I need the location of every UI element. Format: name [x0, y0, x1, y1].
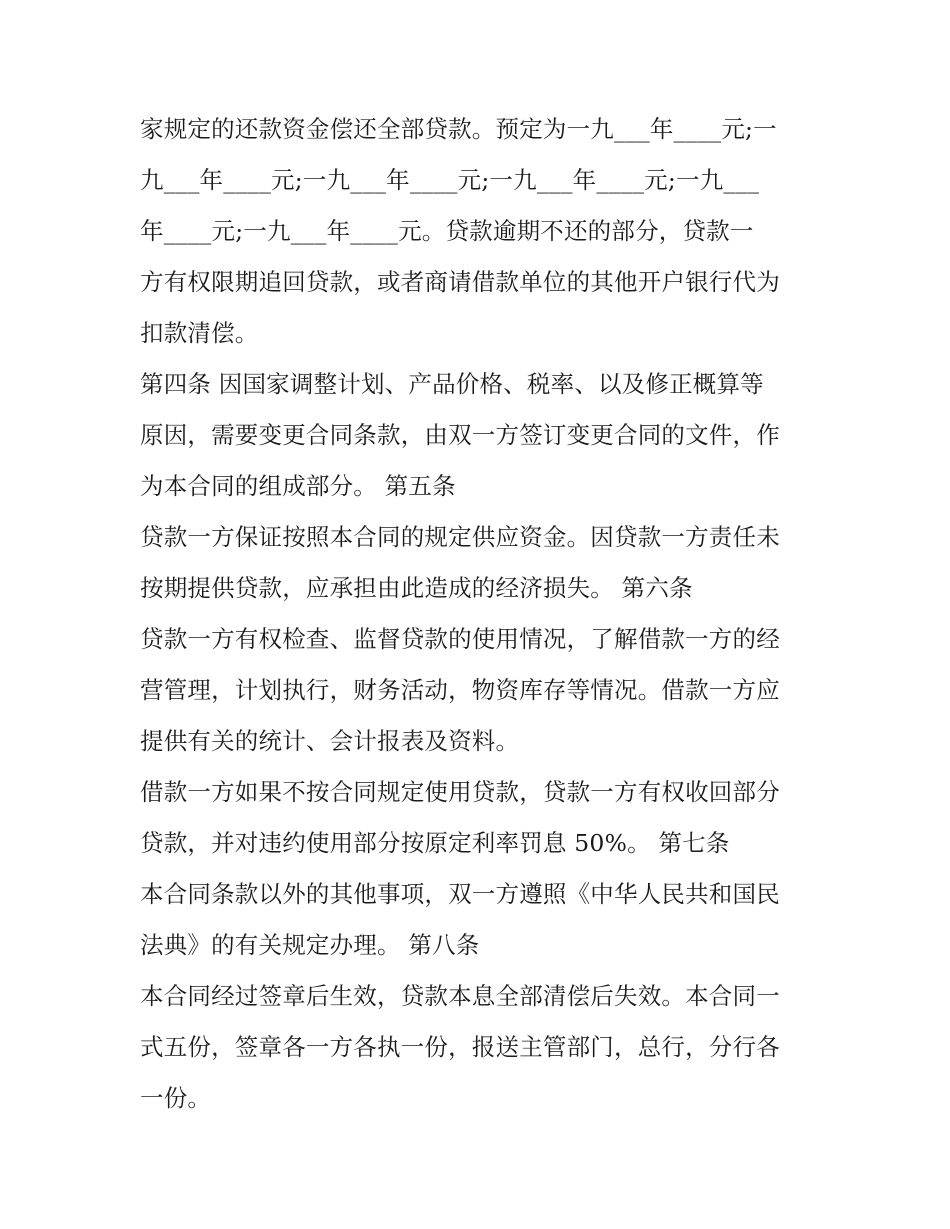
text-line-13: 提供有关的统计、会计报表及资料。 [140, 727, 520, 755]
text-line-17: 法典》的有关规定办理。 第八条 [140, 931, 480, 959]
text-line-20: 一份。 [140, 1084, 212, 1112]
text-line-3: 年____元;一九___年____元。贷款逾期不还的部分，贷款一 [140, 217, 754, 245]
text-line-10: 按期提供贷款，应承担由此造成的经济损失。 第六条 [140, 574, 693, 602]
text-line-2: 九___年____元;一九___年____元;一九___年____元;一九___ [140, 166, 760, 194]
text-line-6: 第四条 因国家调整计划、产品价格、税率、以及修正概算等 [140, 370, 764, 398]
text-line-4: 方有权限期追回贷款，或者商请借款单位的其他开户银行代为 [140, 268, 780, 296]
text-line-9: 贷款一方保证按照本合同的规定供应资金。因贷款一方责任未 [140, 523, 780, 551]
text-line-16: 本合同条款以外的其他事项，双一方遵照《中华人民共和国民 [140, 880, 780, 908]
text-line-7: 原因，需要变更合同条款，由双一方签订变更合同的文件，作 [140, 421, 780, 449]
text-line-12: 营管理，计划执行，财务活动，物资库存等情况。借款一方应 [140, 676, 780, 704]
text-line-18: 本合同经过签章后生效，贷款本息全部清偿后失效。本合同一 [140, 982, 780, 1010]
text-line-5: 扣款清偿。 [140, 319, 259, 347]
text-line-1: 家规定的还款资金偿还全部贷款。预定为一九___年____元;一 [140, 115, 777, 143]
text-line-11: 贷款一方有权检查、监督贷款的使用情况，了解借款一方的经 [140, 625, 780, 653]
text-line-14: 借款一方如果不按合同规定使用贷款，贷款一方有权收回部分 [140, 778, 780, 806]
text-line-15: 贷款，并对违约使用部分按原定利率罚息 50%。 第七条 [140, 829, 730, 857]
contract-text [140, 104, 820, 1124]
text-line-19: 式五份，签章各一方各执一份，报送主管部门，总行，分行各 [140, 1033, 780, 1061]
text-line-8: 为本合同的组成部分。 第五条 [140, 472, 456, 500]
